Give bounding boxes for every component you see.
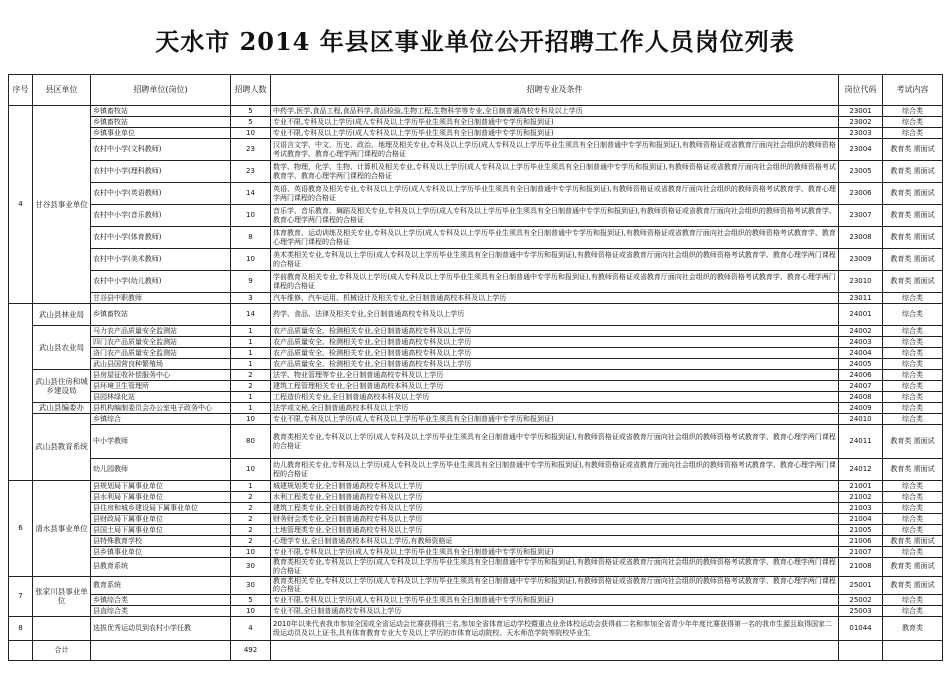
row-requirements: 建筑工程管理相关专业,全日制普通高校本科及以上学历 (271, 381, 839, 392)
row-county: 武山县住房和城乡建设局 (33, 370, 91, 403)
table-header-row (9, 75, 943, 106)
row-code: 24010 (839, 414, 883, 425)
row-unit: 洛门农产品质量安全监测站 (91, 348, 231, 359)
row-code: 25001 (839, 576, 883, 595)
row-exam: 综合类 (883, 326, 943, 337)
row-code: 23010 (839, 271, 883, 293)
row-county: 武山县教育系统 (33, 414, 91, 481)
row-code: 23008 (839, 227, 883, 249)
row-requirements: 美术类相关专业,专科及以上学历(成人专科及以上学历毕业生须具有全日制普通中专学历和报到证),有教师资格证或省教育厅面向社会组织的教师资格考试教育学、教育心理学两门课程的合格证 (271, 249, 839, 271)
row-code: 23003 (839, 128, 883, 139)
table-row (9, 117, 943, 128)
row-count: 1 (231, 348, 271, 359)
row-exam: 教育类 需面试 (883, 536, 943, 547)
row-requirements: 财务财会类专业,全日制普通高校专科及以上学历 (271, 514, 839, 525)
table-row (9, 293, 943, 304)
row-exam: 综合类 (883, 492, 943, 503)
table-row (9, 606, 943, 617)
row-count: 3 (231, 293, 271, 304)
table-row (9, 271, 943, 293)
row-requirements: 土地管理类专业,全日制普通高校专科及以上学历 (271, 525, 839, 536)
row-code: 24002 (839, 326, 883, 337)
row-code: 21003 (839, 503, 883, 514)
total-unit-blank (91, 641, 231, 661)
row-code: 23005 (839, 161, 883, 183)
row-unit: 乡镇畜牧站 (91, 117, 231, 128)
row-county: 武山县编委办 (33, 403, 91, 414)
table-row (9, 139, 943, 161)
header-unit: 招聘单位(岗位) (91, 75, 231, 106)
row-count: 2 (231, 514, 271, 525)
row-requirements: 农产品质量安全、检测相关专业,全日制普通高校专科及以上学历 (271, 348, 839, 359)
header-county: 县区单位 (33, 75, 91, 106)
row-count: 10 (231, 128, 271, 139)
row-code: 21006 (839, 536, 883, 547)
total-count: 492 (231, 641, 271, 661)
row-count: 2 (231, 525, 271, 536)
row-count: 1 (231, 403, 271, 414)
row-unit: 农村中小学(体育教师) (91, 227, 231, 249)
row-count: 30 (231, 558, 271, 577)
row-requirements: 农产品质量安全、检测相关专业,全日制普通高校专科及以上学历 (271, 359, 839, 370)
row-exam: 教育类 需面试 (883, 558, 943, 577)
table-row (9, 481, 943, 492)
row-requirements: 数学、物理、化学、生物、计算机及相关专业,专科及以上学历(成人专科及以上学历毕业生须具有全日制普通中专学历和报到证),有教师资格证或省教育厅面向社会组织的教师资格考试教育学、教育心理学两门课程的合格证 (271, 161, 839, 183)
row-unit: 县房屋征收补偿服务中心 (91, 370, 231, 381)
row-seq (9, 304, 33, 481)
table-row (9, 617, 943, 641)
row-county: 甘谷县事业单位 (33, 106, 91, 304)
table-row (9, 249, 943, 271)
row-unit: 四门农产品质量安全监测站 (91, 337, 231, 348)
row-code: 23001 (839, 106, 883, 117)
row-count: 2 (231, 503, 271, 514)
row-requirements: 教育类相关专业,专科及以上学历(成人专科及以上学历毕业生须具有全日制普通中专学历和报到证),有教师资格证或省教育厅面向社会组织的教师资格考试教育学、教育心理学两门课程的合格证 (271, 425, 839, 459)
row-requirements: 水利工程类专业,全日制普通高校专科及以上学历 (271, 492, 839, 503)
row-unit: 甘谷县中职教师 (91, 293, 231, 304)
row-requirements: 教育类相关专业,专科及以上学历(成人专科及以上学历毕业生须具有全日制普通中专学历和报到证),有教师资格证或省教育厅面向社会组织的教师资格考试教育学、教育心理学两门课程的合格证 (271, 558, 839, 577)
row-exam: 教育类 需面试 (883, 205, 943, 227)
table-row (9, 128, 943, 139)
row-count: 5 (231, 595, 271, 606)
row-county: 清水县事业单位 (33, 481, 91, 577)
row-exam: 综合类 (883, 337, 943, 348)
row-count: 8 (231, 227, 271, 249)
row-unit: 县特殊教育学校 (91, 536, 231, 547)
row-count: 1 (231, 326, 271, 337)
row-code: 25003 (839, 606, 883, 617)
row-count: 10 (231, 205, 271, 227)
table-row (9, 205, 943, 227)
total-code-blank (839, 641, 883, 661)
row-unit: 农村中小学(理科教师) (91, 161, 231, 183)
row-county: 武山县农业局 (33, 326, 91, 370)
row-exam: 教育类 需面试 (883, 576, 943, 595)
header-count: 招聘人数 (231, 75, 271, 106)
total-seq-blank (9, 641, 33, 661)
table-row (9, 547, 943, 558)
total-row (9, 641, 943, 661)
row-unit: 农村中小学(幼儿教师) (91, 271, 231, 293)
row-count: 10 (231, 459, 271, 481)
row-unit: 县环境卫生管理所 (91, 381, 231, 392)
row-requirements: 汽车维修、汽车运用、机械设计及相关专业,全日制普通高校本科及以上学历 (271, 293, 839, 304)
row-code: 21008 (839, 558, 883, 577)
row-exam: 教育类 (883, 617, 943, 641)
row-requirements: 中药学,医学,食品工程,食品科学,食品检验,生物工程,生物科学等专业,全日制普通高校专科及以上学历 (271, 106, 839, 117)
header-requirements: 招聘专业及条件 (271, 75, 839, 106)
table-row (9, 359, 943, 370)
total-exam-blank (883, 641, 943, 661)
row-code: 21007 (839, 547, 883, 558)
row-exam: 综合类 (883, 481, 943, 492)
table-row (9, 525, 943, 536)
row-count: 14 (231, 183, 271, 205)
row-count: 4 (231, 617, 271, 641)
table-body (9, 106, 943, 661)
row-count: 10 (231, 606, 271, 617)
row-count: 5 (231, 117, 271, 128)
table-row (9, 183, 943, 205)
row-count: 2 (231, 536, 271, 547)
row-code: 21004 (839, 514, 883, 525)
row-count: 1 (231, 481, 271, 492)
row-code: 24007 (839, 381, 883, 392)
recruitment-table (8, 74, 943, 661)
row-requirements: 音乐学、音乐教育、舞蹈及相关专业,专科及以上学历(成人专科及以上学历毕业生须具有全日制普通中专学历和报到证),有教师资格证或省教育厅面向社会组织的教师资格考试教育学、教育心理学两门课程的合格证 (271, 205, 839, 227)
row-code: 21001 (839, 481, 883, 492)
row-count: 23 (231, 139, 271, 161)
row-count: 2 (231, 370, 271, 381)
row-code: 24008 (839, 392, 883, 403)
row-requirements: 英语、英语教育及相关专业,专科及以上学历(成人专科及以上学历毕业生须具有全日制普通中专学历和报到证),有教师资格证或省教育厅面向社会组织的教师资格考试教育学、教育心理学两门课程的合格证 (271, 183, 839, 205)
row-count: 10 (231, 547, 271, 558)
row-exam: 综合类 (883, 106, 943, 117)
row-exam: 综合类 (883, 392, 943, 403)
header-exam: 考试内容 (883, 75, 943, 106)
row-code: 01044 (839, 617, 883, 641)
row-unit: 教育系统 (91, 576, 231, 595)
row-unit: 中小学教师 (91, 425, 231, 459)
row-exam: 综合类 (883, 403, 943, 414)
row-exam: 教育类 需面试 (883, 183, 943, 205)
row-count: 10 (231, 249, 271, 271)
row-unit: 县乡镇事业单位 (91, 547, 231, 558)
row-requirements: 专业不限,专科及以上学历(成人专科及以上学历毕业生须具有全日制普通中专学历和报到证) (271, 128, 839, 139)
table-row (9, 414, 943, 425)
row-unit: 乡镇综合类 (91, 595, 231, 606)
row-code: 24006 (839, 370, 883, 381)
row-requirements: 专业不限,全日制普通高校专科及以上学历 (271, 606, 839, 617)
row-exam: 教育类 需面试 (883, 249, 943, 271)
row-code: 23006 (839, 183, 883, 205)
page-title: 天水市 2014 年县区事业单位公开招聘工作人员岗位列表 (155, 27, 795, 56)
row-requirements: 教育类相关专业,专科及以上学历(成人专科及以上学历毕业生须具有全日制普通中专学历和报到证),有教师资格证或省教育厅面向社会组织的教师资格考试教育学、教育心理学两门课程的合格证 (271, 576, 839, 595)
table-row (9, 392, 943, 403)
table-row (9, 536, 943, 547)
row-count: 1 (231, 337, 271, 348)
row-exam: 综合类 (883, 381, 943, 392)
row-count: 10 (231, 414, 271, 425)
row-unit: 乡镇畜牧站 (91, 106, 231, 117)
row-county: 武山县林业局 (33, 304, 91, 326)
row-code: 21002 (839, 492, 883, 503)
table-row (9, 337, 943, 348)
row-unit: 县水利局下属事业单位 (91, 492, 231, 503)
row-code: 24009 (839, 403, 883, 414)
row-unit: 县教育系统 (91, 558, 231, 577)
total-label: 合计 (33, 641, 91, 661)
row-exam: 教育类 需面试 (883, 459, 943, 481)
table-row (9, 381, 943, 392)
row-count: 30 (231, 576, 271, 595)
table-row (9, 370, 943, 381)
row-unit: 农村中小学(文科教师) (91, 139, 231, 161)
row-unit: 农村中小学(英语教师) (91, 183, 231, 205)
row-exam: 综合类 (883, 293, 943, 304)
row-unit: 马力农产品质量安全监测站 (91, 326, 231, 337)
row-unit: 幼儿园教师 (91, 459, 231, 481)
row-code: 24001 (839, 304, 883, 326)
row-requirements: 农产品质量安全、检测相关专业,全日制普通高校专科及以上学历 (271, 337, 839, 348)
row-code: 23011 (839, 293, 883, 304)
row-code: 24012 (839, 459, 883, 481)
table-row (9, 425, 943, 459)
row-code: 23007 (839, 205, 883, 227)
row-exam: 综合类 (883, 525, 943, 536)
row-unit: 农村中小学(美术教师) (91, 249, 231, 271)
row-code: 23009 (839, 249, 883, 271)
row-requirements: 法学、物业管理等专业,全日制普通高校专科及以上学历 (271, 370, 839, 381)
row-exam: 综合类 (883, 359, 943, 370)
row-code: 24011 (839, 425, 883, 459)
row-requirements: 幼儿教育相关专业,专科及以上学历(成人专科及以上学历毕业生须具有全日制普通中专学历和报到证),有教师资格证或省教育厅面向社会组织的教师资格考试教育学、教育心理学两门课程的合格证 (271, 459, 839, 481)
row-requirements: 城建规划类专业,全日制普通高校专科及以上学历 (271, 481, 839, 492)
row-unit: 乡镇事业单位 (91, 128, 231, 139)
table-row (9, 558, 943, 577)
row-exam: 教育类 需面试 (883, 227, 943, 249)
row-exam: 综合类 (883, 348, 943, 359)
row-exam: 综合类 (883, 595, 943, 606)
row-code: 25002 (839, 595, 883, 606)
total-req-blank (271, 641, 839, 661)
row-count: 1 (231, 392, 271, 403)
row-count: 5 (231, 106, 271, 117)
table-row (9, 403, 943, 414)
header-seq: 序号 (9, 75, 33, 106)
row-exam: 教育类 需面试 (883, 271, 943, 293)
row-unit: 县规划局下属事业单位 (91, 481, 231, 492)
row-code: 24005 (839, 359, 883, 370)
row-exam: 综合类 (883, 606, 943, 617)
table-row (9, 326, 943, 337)
row-exam: 综合类 (883, 514, 943, 525)
row-county: 张家川县事业单位 (33, 576, 91, 617)
row-unit: 农村中小学(音乐教师) (91, 205, 231, 227)
row-exam: 综合类 (883, 414, 943, 425)
table-row (9, 514, 943, 525)
row-exam: 综合类 (883, 128, 943, 139)
row-requirements: 农产品质量安全、检测相关专业,全日制普通高校专科及以上学历 (271, 326, 839, 337)
row-count: 1 (231, 359, 271, 370)
row-requirements: 汉语言文学、中文、历史、政治、地理及相关专业,专科及以上学历(成人专科及以上学历毕业生须具有全日制普通中专学历和报到证),有教师资格证或省教育厅面向社会组织的教师资格考试教育学、教育心理学两门课程的合格证 (271, 139, 839, 161)
row-code: 23002 (839, 117, 883, 128)
table-row (9, 348, 943, 359)
row-seq: 7 (9, 576, 33, 617)
row-seq: 4 (9, 106, 33, 304)
row-exam: 综合类 (883, 117, 943, 128)
row-requirements: 2010年以来代表我市参加全国或全省运动会比赛获得前三名,参加全省体育运动学校暨重点业余体校运动会获得前二名和参加全省青少年年度比赛获得第一名的我市生源且取得国家二级运动员及以上证书,具有体育教育专业大专及以上学历的市体育运动院校、天水师范学院等院校毕业生 (271, 617, 839, 641)
row-code: 24003 (839, 337, 883, 348)
row-seq: 6 (9, 481, 33, 577)
row-unit: 县机构编制委员会办公室电子政务中心 (91, 403, 231, 414)
row-county (33, 617, 91, 641)
header-code: 岗位代码 (839, 75, 883, 106)
row-unit: 乡镇综合 (91, 414, 231, 425)
row-requirements: 专业不限,专科及以上学历(成人专科及以上学历毕业生须具有全日制普通中专学历和报到证) (271, 547, 839, 558)
row-unit: 县园林绿化站 (91, 392, 231, 403)
table-row (9, 304, 943, 326)
row-exam: 教育类 需面试 (883, 161, 943, 183)
row-requirements: 体育教育、运动训练及相关专业,专科及以上学历(成人专科及以上学历毕业生须具有全日制普通中专学历和报到证),有教师资格证或省教育厅面向社会组织的教师资格考试教育学、教育心理学两门课程的合格证 (271, 227, 839, 249)
row-requirements: 建筑工程类专业,全日制普通高校专科及以上学历 (271, 503, 839, 514)
row-unit: 县住房和城乡建设局下属事业单位 (91, 503, 231, 514)
row-unit: 县国土局下属事业单位 (91, 525, 231, 536)
table-row (9, 503, 943, 514)
row-count: 80 (231, 425, 271, 459)
row-unit: 乡镇畜牧站 (91, 304, 231, 326)
row-count: 14 (231, 304, 271, 326)
row-count: 9 (231, 271, 271, 293)
table-row (9, 106, 943, 117)
row-requirements: 专业不限,专科及以上学历(成人专科及以上学历毕业生须具有全日制普通中专学历和报到证) (271, 117, 839, 128)
row-requirements: 专业不限,专科及以上学历(成人专科及以上学历毕业生须具有全日制普通中专学历和报到证) (271, 595, 839, 606)
row-code: 24004 (839, 348, 883, 359)
row-exam: 综合类 (883, 547, 943, 558)
row-unit: 武山县国营良种繁殖场 (91, 359, 231, 370)
row-requirements: 药学、食品、法律及相关专业,全日制普通高校专科及以上学历 (271, 304, 839, 326)
table-row (9, 595, 943, 606)
table-row (9, 227, 943, 249)
row-code: 21005 (839, 525, 883, 536)
row-unit: 县财政局下属事业单位 (91, 514, 231, 525)
row-exam: 综合类 (883, 370, 943, 381)
row-exam: 综合类 (883, 304, 943, 326)
row-count: 23 (231, 161, 271, 183)
row-code: 23004 (839, 139, 883, 161)
table-row (9, 161, 943, 183)
row-seq: 8 (9, 617, 33, 641)
row-requirements: 专业不限,专科及以上学历(成人专科及以上学历毕业生须具有全日制普通中专学历和报到证) (271, 414, 839, 425)
row-exam: 综合类 (883, 503, 943, 514)
row-requirements: 工程造价相关专业,全日制普通高校本科及以上学历 (271, 392, 839, 403)
row-requirements: 学前教育及相关专业,专科及以上学历(成人专科及以上学历毕业生须具有全日制普通中专学历和报到证),有教师资格证或省教育厅面向社会组织的教师资格考试教育学、教育心理学两门课程的合格证 (271, 271, 839, 293)
row-requirements: 心理学专业,全日制普通高校本科及以上学历,有教师资格证 (271, 536, 839, 547)
table-row (9, 459, 943, 481)
row-unit: 选拔优秀运动员到农村小学任教 (91, 617, 231, 641)
row-requirements: 法学或文秘,全日制普通高校本科及以上学历 (271, 403, 839, 414)
table-row (9, 576, 943, 595)
row-unit: 县直综合类 (91, 606, 231, 617)
row-exam: 教育类 需面试 (883, 425, 943, 459)
row-exam: 教育类 需面试 (883, 139, 943, 161)
table-row (9, 492, 943, 503)
row-count: 2 (231, 492, 271, 503)
row-count: 2 (231, 381, 271, 392)
